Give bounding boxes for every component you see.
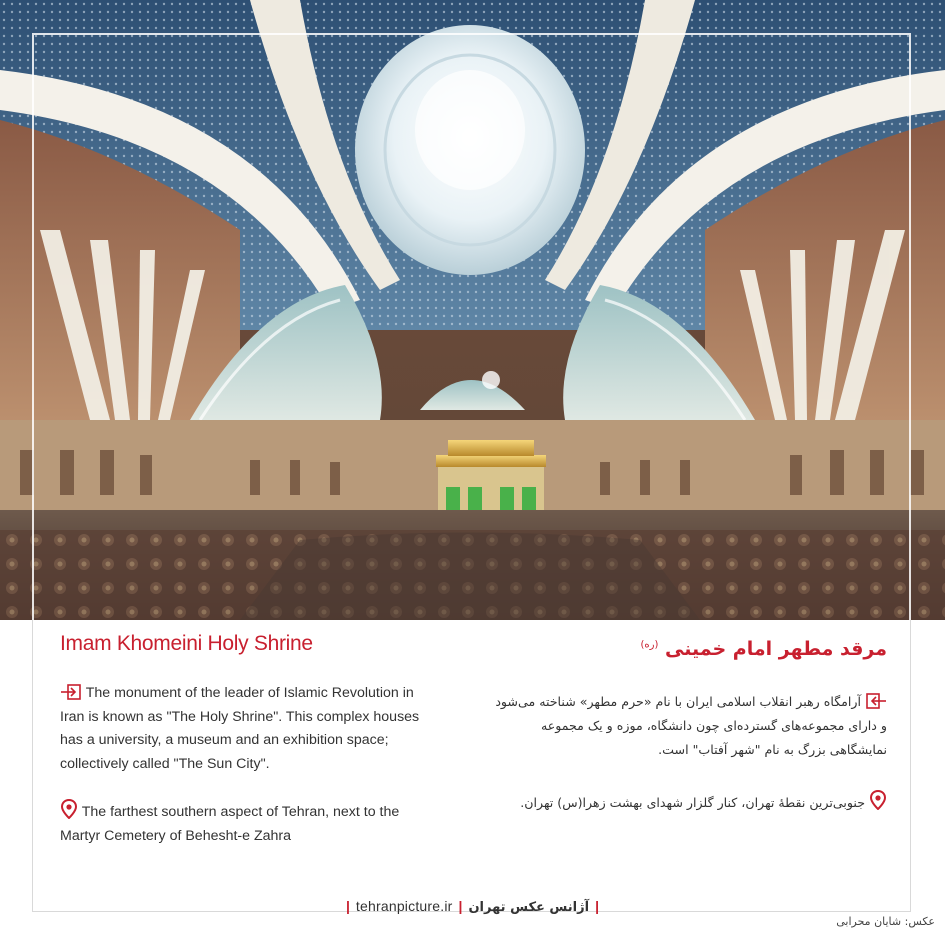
location-persian bbox=[487, 790, 887, 815]
divider-bar: | bbox=[346, 898, 350, 914]
location-pin-icon bbox=[869, 790, 887, 810]
description-english-text: The monument of the leader of Islamic Revolution in Iran is known as "The Holy Shrine". This complex houses has a university, a museum and an exhibition space; collectively called "The Sun City". bbox=[60, 685, 420, 772]
location-pin-icon bbox=[60, 799, 78, 819]
location-english bbox=[60, 799, 440, 848]
divider-bar: | bbox=[595, 898, 599, 914]
title-persian-text: مرقد مطهر امام خمینی bbox=[665, 638, 887, 660]
photo-credit: عکس: شایان محرابی bbox=[836, 915, 935, 928]
entrance-arrow-icon bbox=[60, 684, 82, 700]
title-english: Imam Khomeini Holy Shrine bbox=[60, 632, 313, 655]
description-persian bbox=[487, 690, 887, 762]
location-persian-text: جنوبی‌ترین نقطهٔ تهران، کنار گلزار شهدای بهشت زهرا(س) تهران. bbox=[520, 795, 865, 810]
entrance-arrow-icon bbox=[865, 693, 887, 709]
agency-name: آژانس عکس تهران bbox=[468, 900, 590, 915]
divider-bar: | bbox=[458, 898, 463, 914]
footer-branding bbox=[0, 898, 945, 915]
location-english-text: The farthest southern aspect of Tehran, next to the Martyr Cemetery of Behesht-e Zahra bbox=[60, 804, 400, 844]
title-persian-suffix: (ره) bbox=[640, 639, 659, 651]
description-english bbox=[60, 682, 440, 776]
title-persian bbox=[641, 638, 887, 660]
description-persian-text: آرامگاه رهبر انقلاب اسلامی ایران با نام «حرم مطهر» شناخته می‌شود و دارای مجموعه‌های گسترده‌ای چون دانشگاه، موزه و یک مجموعه نمایشگاهی بزرگ به نام "شهر آفتاب" است. bbox=[495, 694, 887, 757]
website-link[interactable]: tehranpicture.ir bbox=[355, 898, 453, 914]
